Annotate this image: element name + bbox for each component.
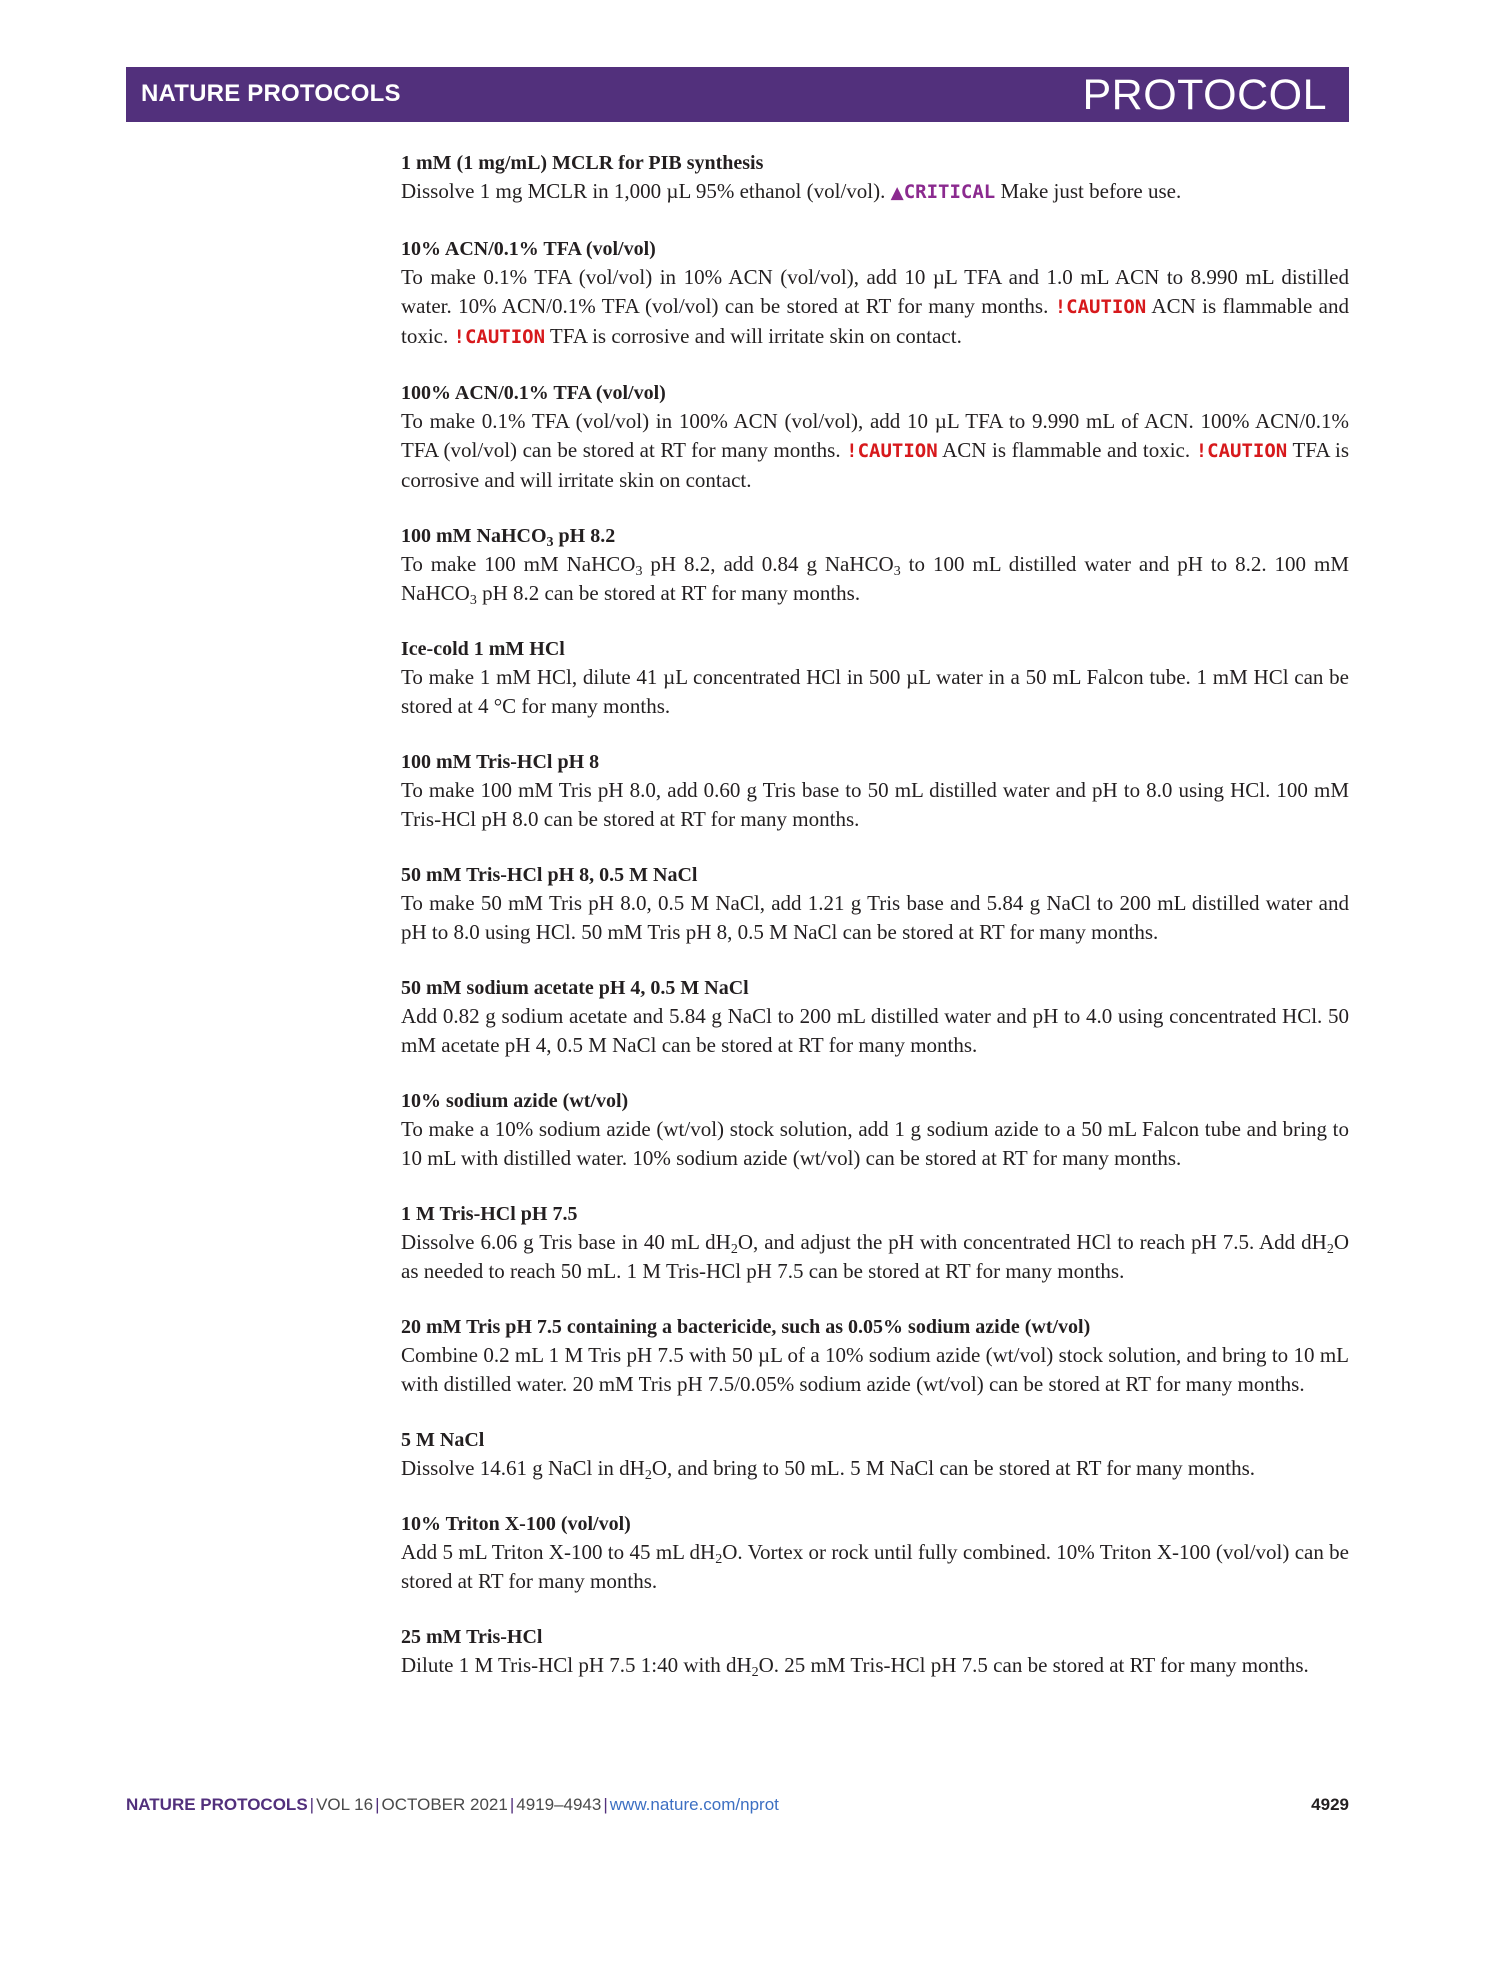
reagent-title: 100 mM Tris-HCl pH 8: [401, 751, 600, 773]
subscript: 2: [715, 1552, 723, 1567]
subscript: 3: [635, 564, 643, 579]
reagent-instructions: [401, 177, 1349, 208]
page-number: 4929: [1311, 1795, 1349, 1814]
reagent-title: [401, 522, 1349, 550]
subscript: 2: [751, 1665, 759, 1680]
reagent-title: 10% ACN/0.1% TFA (vol/vol): [401, 238, 656, 260]
reagent-title: 1 M Tris-HCl pH 7.5: [401, 1203, 578, 1225]
reagent-instructions: [401, 407, 1349, 495]
text-run: O as needed to reach 50 mL. 1 M Tris-HCl pH 7.5 can be stored at RT for many months.: [401, 1230, 1349, 1283]
text-run: O, and bring to 50 mL. 5 M NaCl can be stored at RT for many months.: [651, 1456, 1256, 1480]
reagent-instructions: [401, 1228, 1349, 1286]
text-run: To make 50 mM Tris pH 8.0, 0.5 M NaCl, add 1.21 g Tris base and 5.84 g NaCl to 200 mL distilled water and pH to 8.0 using HCl. 50 mM Tris pH 8, 0.5 M NaCl can be stored at RT for many months.: [401, 891, 1349, 944]
text-run: ACN is flammable and toxic.: [401, 294, 1349, 348]
reagent-section: [401, 379, 1349, 495]
reagent-section: [401, 235, 1349, 352]
text-run: Add 0.82 g sodium acetate and 5.84 g NaCl to 200 mL distilled water and pH to 4.0 using concentrated HCl. 50 mM acetate pH 4, 0.5 M NaCl can be stored at RT for many months.: [401, 1004, 1349, 1057]
text-run: Dissolve 1 mg MCLR in 1,000 µL 95% ethanol (vol/vol).: [401, 179, 891, 203]
text-run: Make just before use.: [995, 179, 1182, 203]
reagent-title: Ice-cold 1 mM HCl: [401, 638, 565, 660]
reagent-title: 1 mM (1 mg/mL) MCLR for PIB synthesis: [401, 152, 764, 174]
reagent-instructions: [401, 1115, 1349, 1173]
critical-label: CRITICAL: [903, 181, 996, 203]
reagent-instructions: [401, 1341, 1349, 1399]
reagent-section: [401, 1623, 1349, 1680]
reagent-section: [401, 522, 1349, 608]
reagent-instructions: [401, 1002, 1349, 1060]
text-run: O, and adjust the pH with concentrated HCl to reach pH 7.5. Add dH: [737, 1230, 1327, 1254]
text-run: 100 mM NaHCO: [401, 525, 547, 547]
reagent-section: [401, 1087, 1349, 1173]
footer-volume: VOL 16: [316, 1795, 374, 1814]
text-run: pH 8.2 can be stored at RT for many months.: [476, 581, 861, 605]
caution-label: !CAUTION: [1054, 296, 1147, 318]
reagent-title: 25 mM Tris-HCl: [401, 1626, 543, 1648]
reagent-section: [401, 1426, 1349, 1483]
reagent-instructions: [401, 889, 1349, 947]
caution-label: !CAUTION: [846, 440, 938, 462]
reagent-instructions: [401, 1651, 1349, 1680]
subscript: 2: [644, 1468, 652, 1483]
reagent-instructions: [401, 1454, 1349, 1483]
critical-triangle-icon: ▲: [890, 183, 904, 203]
reagent-setup-content: [401, 149, 1349, 1707]
text-run: To make 100 mM Tris pH 8.0, add 0.60 g Tris base to 50 mL distilled water and pH to 8.0 using HCl. 100 mM Tris-HCl pH 8.0 can be stored at RT for many months.: [401, 778, 1349, 831]
text-run: Dissolve 6.06 g Tris base in 40 mL dH: [401, 1230, 731, 1254]
text-run: Dilute 1 M Tris-HCl pH 7.5 1:40 with dH: [401, 1653, 752, 1677]
reagent-title: 50 mM Tris-HCl pH 8, 0.5 M NaCl: [401, 864, 698, 886]
reagent-title: 100% ACN/0.1% TFA (vol/vol): [401, 382, 666, 404]
text-run: To make 0.1% TFA (vol/vol) in 10% ACN (vol/vol), add 10 µL TFA and 1.0 mL ACN to 8.990 mL distilled water. 10% ACN/0.1% TFA (vol/vol) can be stored at RT for many months.: [401, 265, 1349, 318]
reagent-instructions: [401, 663, 1349, 721]
reagent-section: [401, 974, 1349, 1060]
subscript: 3: [893, 564, 901, 579]
journal-header-bar: [126, 67, 1349, 122]
text-run: To make a 10% sodium azide (wt/vol) stock solution, add 1 g sodium azide to a 50 mL Falcon tube and bring to 10 mL with distilled water. 10% sodium azide (wt/vol) can be stored at RT for many months.: [401, 1117, 1349, 1170]
reagent-title: 10% sodium azide (wt/vol): [401, 1090, 629, 1112]
text-run: to 100 mL distilled water and pH to 8.2. 100 mM NaHCO: [401, 552, 1349, 605]
text-run: pH 8.2: [553, 525, 616, 547]
text-run: TFA is corrosive and will irritate skin on contact.: [401, 438, 1349, 492]
footer-date: OCTOBER 2021: [381, 1795, 508, 1814]
subscript: 3: [546, 535, 554, 550]
text-run: pH 8.2, add 0.84 g NaHCO: [642, 552, 894, 576]
reagent-section: [401, 748, 1349, 834]
reagent-section: [401, 1510, 1349, 1596]
text-run: ACN is flammable and toxic.: [937, 438, 1196, 462]
reagent-title: 10% Triton X-100 (vol/vol): [401, 1513, 631, 1535]
text-run: Dissolve 14.61 g NaCl in dH: [401, 1456, 645, 1480]
article-type: PROTOCOL: [1082, 71, 1327, 119]
reagent-instructions: [401, 776, 1349, 834]
footer-pages: 4919–4943: [516, 1795, 602, 1814]
text-run: Add 5 mL Triton X-100 to 45 mL dH: [401, 1540, 716, 1564]
subscript: 2: [730, 1242, 738, 1257]
footer-url-link[interactable]: www.nature.com/nprot: [609, 1795, 779, 1814]
text-run: To make 1 mM HCl, dilute 41 µL concentrated HCl in 500 µL water in a 50 mL Falcon tube. 1 mM HCl can be stored at 4 °C for many months.: [401, 665, 1349, 718]
reagent-title: 50 mM sodium acetate pH 4, 0.5 M NaCl: [401, 977, 749, 999]
reagent-instructions: [401, 1538, 1349, 1596]
reagent-instructions: [401, 263, 1349, 352]
reagent-section: [401, 1200, 1349, 1286]
reagent-section: [401, 635, 1349, 721]
subscript: 3: [469, 593, 477, 608]
reagent-section: [401, 149, 1349, 208]
subscript: 2: [1326, 1242, 1334, 1257]
text-run: O. 25 mM Tris-HCl pH 7.5 can be stored at RT for many months.: [758, 1653, 1309, 1677]
page-footer: NATURE PROTOCOLS | VOL 16 | OCTOBER 2021 | 4919–4943 | www.nature.com/nprot 4929: [126, 1795, 1349, 1814]
reagent-title: 5 M NaCl: [401, 1429, 485, 1451]
text-run: TFA is corrosive and will irritate skin on contact.: [545, 324, 962, 348]
reagent-title: 20 mM Tris pH 7.5 containing a bactericide, such as 0.05% sodium azide (wt/vol): [401, 1316, 1091, 1338]
journal-name: NATURE PROTOCOLS: [141, 80, 401, 107]
caution-label: !CAUTION: [1195, 440, 1288, 462]
text-run: To make 100 mM NaHCO: [401, 552, 636, 576]
footer-journal: NATURE PROTOCOLS: [126, 1795, 308, 1814]
text-run: O. Vortex or rock until fully combined. 10% Triton X-100 (vol/vol) can be stored at RT for many months.: [401, 1540, 1349, 1593]
reagent-section: [401, 861, 1349, 947]
text-run: To make 0.1% TFA (vol/vol) in 100% ACN (vol/vol), add 10 µL TFA to 9.990 mL of ACN. 100% ACN/0.1% TFA (vol/vol) can be stored at RT for many months.: [401, 409, 1349, 462]
caution-label: !CAUTION: [453, 326, 546, 348]
text-run: Combine 0.2 mL 1 M Tris pH 7.5 with 50 µL of a 10% sodium azide (wt/vol) stock solution, and bring to 10 mL with distilled water. 20 mM Tris pH 7.5/0.05% sodium azide (wt/vol) can be stored at RT for many months.: [401, 1343, 1349, 1396]
reagent-section: [401, 1313, 1349, 1399]
reagent-instructions: [401, 550, 1349, 608]
